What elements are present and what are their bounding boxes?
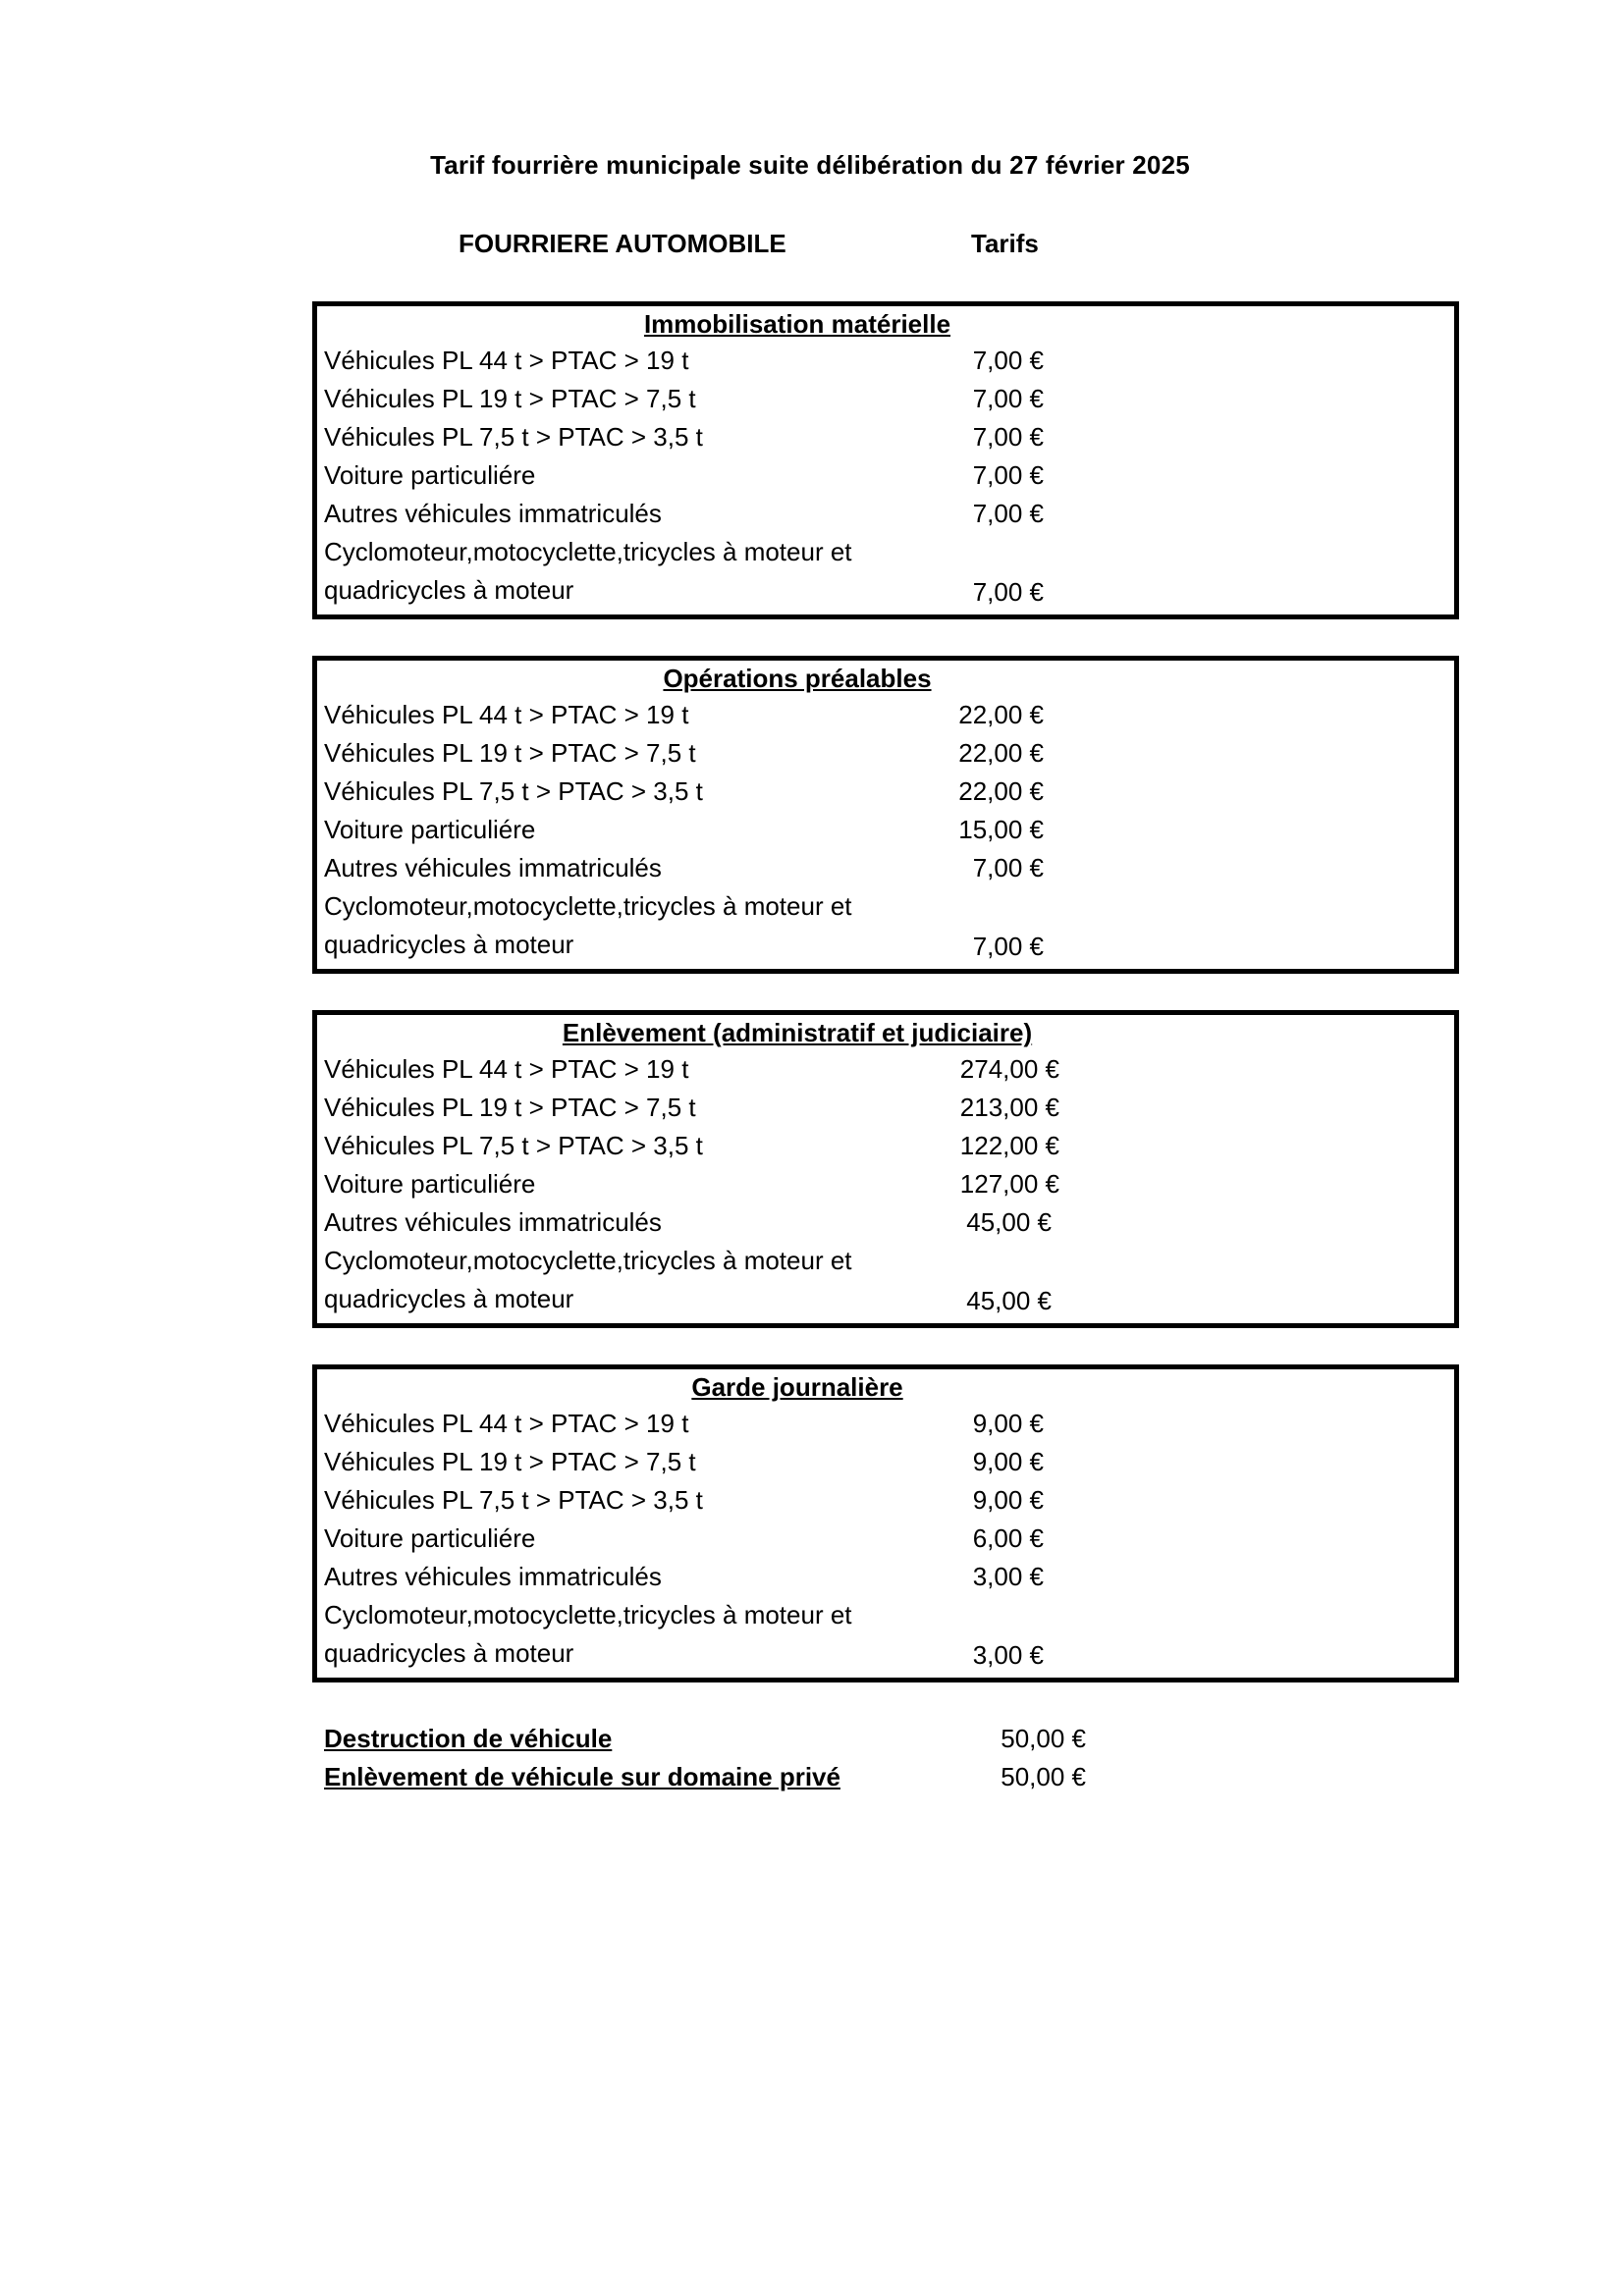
row-price: 9,00 € [972,1447,1044,1476]
row-price: 7,00 € [972,384,1044,413]
section-garde-journaliere [312,1364,1459,1682]
row-price: 45,00 € [966,1286,1052,1315]
row-price: 7,00 € [972,499,1044,528]
table-row [317,1481,1454,1520]
row-label: Voiture particuliére [324,815,536,844]
section-title: Garde journalière [691,1372,903,1402]
section-title: Opérations préalables [663,664,932,693]
table-row [317,342,1454,380]
row-price: 22,00 € [958,738,1044,768]
row-label: Voiture particuliére [324,1523,536,1553]
table-row [317,380,1454,418]
table-row [317,1405,1454,1443]
table-row [317,533,1454,610]
row-label: Véhicules PL 7,5 t > PTAC > 3,5 t [324,1485,703,1515]
row-price: 7,00 € [972,577,1044,607]
table-row [317,1596,1454,1673]
column-header-tarifs: Tarifs [971,229,1039,258]
table-row [317,1050,1454,1089]
table-row [317,1165,1454,1203]
table-row [317,456,1454,495]
row-label: Autres véhicules immatriculés [324,499,662,528]
row-label: Autres véhicules immatriculés [324,853,662,882]
table-row [317,887,1454,964]
row-price: 7,00 € [972,422,1044,452]
extra-price: 50,00 € [1001,1762,1086,1791]
extra-row-enlevement-prive [324,1758,1086,1796]
table-row [317,811,1454,849]
row-label: Véhicules PL 19 t > PTAC > 7,5 t [324,384,696,413]
row-price: 15,00 € [958,815,1044,844]
table-row [317,1520,1454,1558]
row-label: Voiture particuliére [324,460,536,490]
row-price: 7,00 € [972,932,1044,961]
row-label: Véhicules PL 44 t > PTAC > 19 t [324,346,689,375]
table-row [317,696,1454,734]
row-label: Voiture particuliére [324,1169,536,1199]
section-immobilisation [312,301,1459,619]
section-title: Enlèvement (administratif et judiciaire) [562,1018,1033,1047]
section-operations-prealables [312,656,1459,974]
row-label: Véhicules PL 44 t > PTAC > 19 t [324,700,689,729]
row-price: 22,00 € [958,776,1044,806]
table-row [317,495,1454,533]
row-label: Véhicules PL 7,5 t > PTAC > 3,5 t [324,776,703,806]
page-title: Tarif fourrière municipale suite délibération du 27 février 2025 [430,150,1190,180]
row-label: Cyclomoteur,motocyclette,tricycles à moteur et quadricycles à moteur [324,891,852,959]
row-price: 9,00 € [972,1409,1044,1438]
row-label: Autres véhicules immatriculés [324,1207,662,1237]
table-row [317,1558,1454,1596]
row-price: 274,00 € [959,1054,1059,1084]
row-label: Véhicules PL 19 t > PTAC > 7,5 t [324,1093,696,1122]
table-row [317,1127,1454,1165]
row-label: Véhicules PL 44 t > PTAC > 19 t [324,1409,689,1438]
row-price: 127,00 € [959,1169,1059,1199]
table-row [317,773,1454,811]
section-title: Immobilisation matérielle [643,309,951,339]
row-label: Autres véhicules immatriculés [324,1562,662,1591]
extra-row-destruction [324,1720,1086,1758]
extra-label: Enlèvement de véhicule sur domaine privé [324,1762,840,1791]
row-label: Cyclomoteur,motocyclette,tricycles à moteur et quadricycles à moteur [324,1246,852,1313]
row-label: Véhicules PL 44 t > PTAC > 19 t [324,1054,689,1084]
row-price: 45,00 € [966,1207,1052,1237]
table-row [317,418,1454,456]
row-label: Véhicules PL 7,5 t > PTAC > 3,5 t [324,422,703,452]
row-price: 7,00 € [972,853,1044,882]
row-price: 22,00 € [958,700,1044,729]
row-price: 9,00 € [972,1485,1044,1515]
row-price: 122,00 € [959,1131,1059,1160]
table-row [317,734,1454,773]
section-enlevement [312,1010,1459,1328]
row-price: 3,00 € [972,1640,1044,1670]
row-label: Cyclomoteur,motocyclette,tricycles à moteur et quadricycles à moteur [324,537,852,605]
row-label: Véhicules PL 19 t > PTAC > 7,5 t [324,1447,696,1476]
extra-price: 50,00 € [1001,1724,1086,1753]
table-row [317,1089,1454,1127]
row-price: 213,00 € [959,1093,1059,1122]
table-row [317,849,1454,887]
extra-label: Destruction de véhicule [324,1724,613,1753]
column-header-service: FOURRIERE AUTOMOBILE [459,229,786,258]
row-label: Véhicules PL 19 t > PTAC > 7,5 t [324,738,696,768]
row-label: Cyclomoteur,motocyclette,tricycles à moteur et quadricycles à moteur [324,1600,852,1668]
row-label: Véhicules PL 7,5 t > PTAC > 3,5 t [324,1131,703,1160]
table-row [317,1242,1454,1318]
row-price: 7,00 € [972,460,1044,490]
row-price: 7,00 € [972,346,1044,375]
row-price: 6,00 € [972,1523,1044,1553]
row-price: 3,00 € [972,1562,1044,1591]
table-row [317,1203,1454,1242]
table-row [317,1443,1454,1481]
